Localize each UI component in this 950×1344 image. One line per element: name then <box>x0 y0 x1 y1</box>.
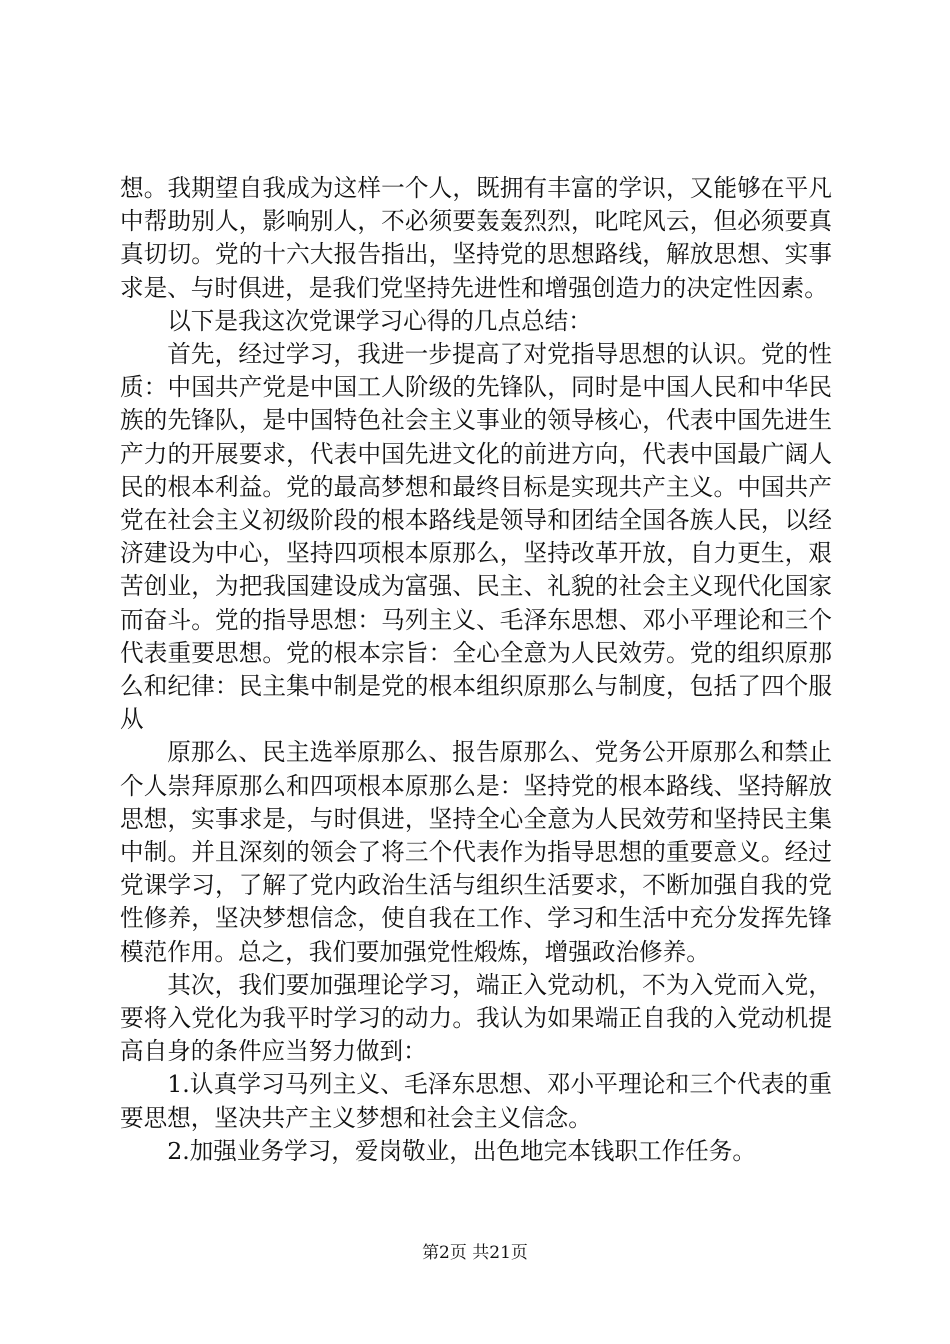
document-body <box>120 172 832 1168</box>
page-footer: 第2页 共21页 <box>422 1243 528 1263</box>
list-item-2: 2.加强业务学习，爱岗敬业，出色地完本钱职工作任务。 <box>167 1136 756 1165</box>
paragraph-first-point: 首先，经过学习，我进一步提高了对党指导思想的认识。党的性质：中国共产党是中国工人阶级的先锋队，同时是中国人民和中华民族的先锋队，是中国特色社会主义事业的领导核心，代表中国先进生产力的开展要求，代表中国先进文化的前进方向，代表中国最广阔人民的根本利益。党的最高梦想和最终目标是实现共产主义。中国共产党在社会主义初级阶段的根本路线是领导和团结全国各族人民，以经济建设为中心，坚持四项根本原那么，坚持改革开放，自力更生，艰苦创业，为把我国建设成为富强、民主、礼貌的社会主义现代化国家而奋斗。党的指导思想：马列主义、毛泽东思想、邓小平理论和三个代表重要思想。党的根本宗旨：全心全意为人民效劳。党的组织原那么和纪律：民主集中制是党的根本组织原那么与制度，包括了四个服从 <box>120 340 832 734</box>
paragraph-second-point: 其次，我们要加强理论学习，端正入党动机，不为入党而入党，要将入党化为我平时学习的动力。我认为如果端正自我的入党动机提高自身的条件应当努力做到： <box>120 970 832 1066</box>
paragraph-summary-intro: 以下是我这次党课学习心得的几点总结： <box>167 306 592 335</box>
list-item-1: 1.认真学习马列主义、毛泽东思想、邓小平理论和三个代表的重要思想，坚决共产主义梦想和社会主义信念。 <box>120 1070 832 1132</box>
paragraph-continuation: 想。我期望自我成为这样一个人，既拥有丰富的学识，又能够在平凡中帮助别人，影响别人，不必须要轰轰烈烈，叱咤风云，但必须要真真切切。党的十六大报告指出，坚持党的思想路线，解放思想、实事求是、与时俱进，是我们党坚持先进性和增强创造力的决定性因素。 <box>120 174 832 302</box>
paragraph-principles: 原那么、民主选举原那么、报告原那么、党务公开原那么和禁止个人崇拜原那么和四项根本原那么是：坚持党的根本路线、坚持解放思想，实事求是，与时俱进，坚持全心全意为人民效劳和坚持民主集中制。并且深刻的领会了将三个代表作为指导思想的重要意义。经过党课学习，了解了党内政治生活与组织生活要求，不断加强自我的党性修养，坚决梦想信念，使自我在工作、学习和生活中充分发挥先锋模范作用。总之，我们要加强党性煅炼，增强政治修养。 <box>120 738 832 966</box>
